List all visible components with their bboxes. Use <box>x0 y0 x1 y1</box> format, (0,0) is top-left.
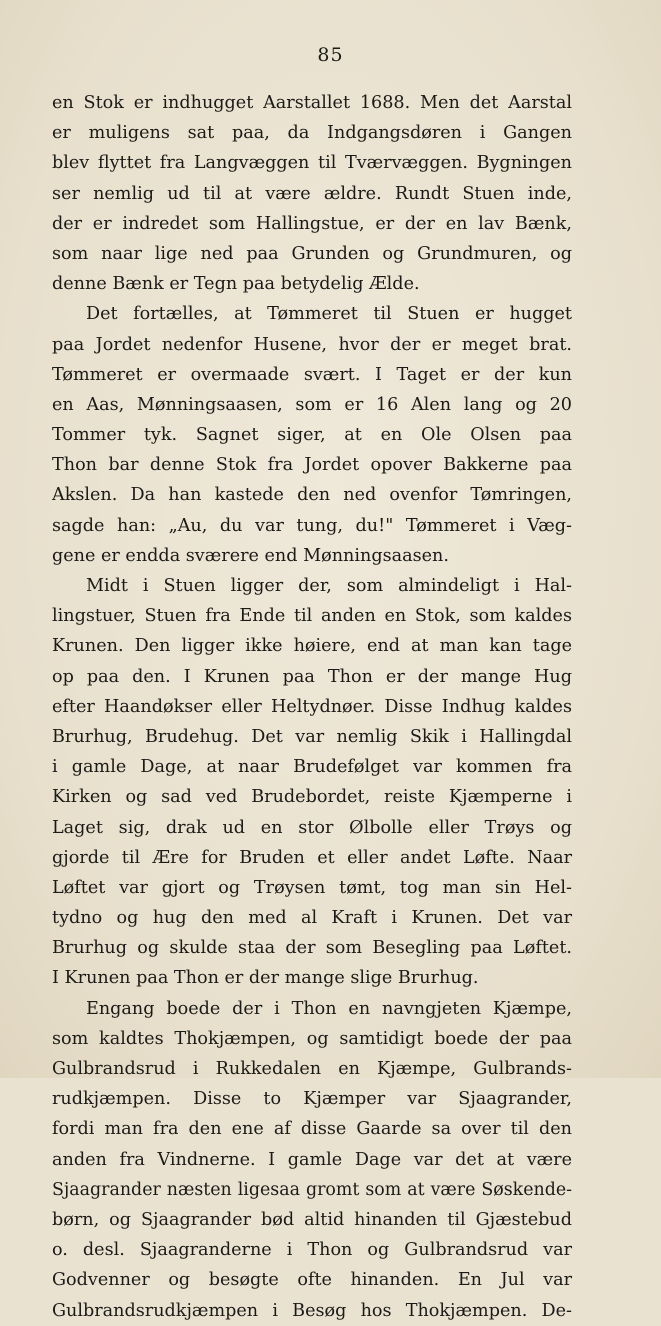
text-line: I Krunen paa Thon er der mange slige Brurhug. <box>52 968 479 989</box>
page-number: 85 <box>317 44 344 66</box>
text-line: Brurhug, Brudehug. Det var nemlig Skik i Hallingdal <box>52 726 572 747</box>
text-line: lingstuer, Stuen fra Ende til anden en Stok, som kaldes <box>52 606 572 627</box>
text-line: Brurhug og skulde staa der som Besegling paa Løftet. <box>52 938 572 959</box>
text-line: Kirken og sad ved Brudebordet, reiste Kjæmperne i <box>52 787 572 808</box>
text-line: en Aas, Mønningsaasen, som er 16 Alen lang og 20 <box>52 394 572 415</box>
text-line: Tømmeret er overmaade svært. I Taget er der kun <box>52 364 572 385</box>
text-line: Gulbrandsrud i Rukkedalen en Kjæmpe, Gulbrands- <box>52 1059 572 1079</box>
text-line: paa Jordet nedenfor Husene, hvor der er meget brat. <box>52 334 572 355</box>
text-line: Thon bar denne Stok fra Jordet opover Bakkerne paa <box>52 455 572 476</box>
text-line: blev flyttet fra Langvæggen til Tværvæggen. Bygningen <box>52 153 572 174</box>
text-line: Det fortælles, at Tømmeret til Stuen er hugget <box>86 304 572 325</box>
text-line: efter Haandøkser eller Heltydnøer. Disse Indhug kaldes <box>52 696 572 717</box>
text-line: Løftet var gjort og Trøysen tømt, tog man sin Hel- <box>52 877 572 898</box>
text-line: der er indredet som Hallingstue, er der en lav Bænk, <box>52 213 572 234</box>
body-text <box>52 88 572 1326</box>
text-line: børn, og Sjaagrander bød altid hinanden til Gjæstebud <box>52 1209 572 1230</box>
text-line: Krunen. Den ligger ikke høiere, end at man kan tage <box>52 636 572 657</box>
text-line: o. desl. Sjaagranderne i Thon og Gulbrandsrud var <box>52 1240 572 1261</box>
text-line: Sjaagrander næsten ligesaa gromt som at være Søskende- <box>52 1179 572 1200</box>
text-line: som naar lige ned paa Grunden og Grundmuren, og <box>52 243 572 264</box>
text-line: i gamle Dage, at naar Brudefølget var kommen fra <box>52 757 572 778</box>
text-line: Engang boede der i Thon en navngjeten Kjæmpe, <box>86 998 572 1019</box>
text-line: som kaldtes Thokjæmpen, og samtidigt boede der paa <box>52 1028 572 1049</box>
text-line: sagde han: „Au, du var tung, du!" Tømmeret i Væg- <box>52 515 572 536</box>
text-line: Gulbrandsrudkjæmpen i Besøg hos Thokjæmpen. De- <box>52 1300 572 1321</box>
text-line: Midt i Stuen ligger der, som almindeligt i Hal- <box>86 576 572 596</box>
text-line: denne Bænk er Tegn paa betydelig Ælde. <box>52 274 420 295</box>
text-line: ser nemlig ud til at være ældre. Rundt Stuen inde, <box>52 183 572 204</box>
text-line: er muligens sat paa, da Indgangsdøren i Gangen <box>52 123 572 144</box>
text-line: gene er endda sværere end Mønningsaasen. <box>52 545 449 566</box>
text-line: Godvenner og besøgte ofte hinanden. En Jul var <box>52 1270 572 1291</box>
text-line: rudkjæmpen. Disse to Kjæmper var Sjaagrander, <box>52 1089 572 1110</box>
text-line: en Stok er indhugget Aarstallet 1688. Men det Aarstal <box>52 93 572 113</box>
text-line: fordi man fra den ene af disse Gaarde sa over til den <box>52 1119 572 1140</box>
text-line: Akslen. Da han kastede den ned ovenfor Tømringen, <box>52 485 572 506</box>
text-line: anden fra Vindnerne. I gamle Dage var det at være <box>52 1149 572 1170</box>
text-line: gjorde til Ære for Bruden et eller andet Løfte. Naar <box>52 847 572 868</box>
text-line: Tommer tyk. Sagnet siger, at en Ole Olsen paa <box>52 425 572 446</box>
text-line: op paa den. I Krunen paa Thon er der mange Hug <box>52 666 572 687</box>
text-line: tydno og hug den med al Kraft i Krunen. Det var <box>52 908 572 929</box>
text-line: Laget sig, drak ud en stor Ølbolle eller Trøys og <box>52 817 572 838</box>
